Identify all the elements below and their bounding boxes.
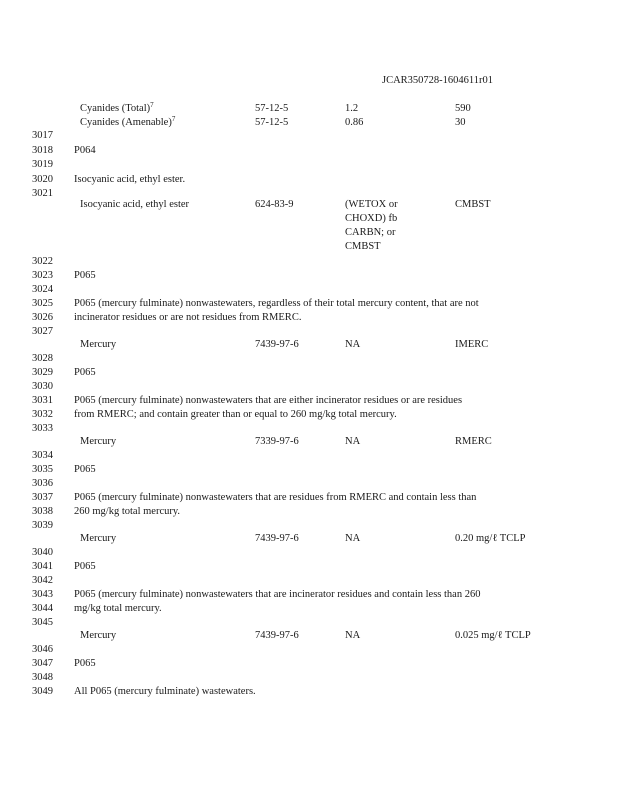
line-number: 3046 xyxy=(32,644,53,655)
line-number: 3044 xyxy=(32,603,53,614)
line-number: 3019 xyxy=(32,159,53,170)
waste-description: P065 (mercury fulminate) nonwastewaters, regardless of their total mercury content, that are not xyxy=(74,298,479,309)
nonwastewater-standard: 0.20 mg/ℓ TCLP xyxy=(455,533,526,544)
line-number: 3026 xyxy=(32,312,53,323)
line-number: 3018 xyxy=(32,145,53,156)
line-number: 3028 xyxy=(32,353,53,364)
line-number: 3039 xyxy=(32,520,53,531)
constituent-name: Mercury xyxy=(80,436,117,447)
cas-number: 624-83-9 xyxy=(255,199,294,210)
line-number: 3045 xyxy=(32,617,53,628)
line-number: 3033 xyxy=(32,423,53,434)
wastewater-standard: NA xyxy=(345,630,361,641)
line-number: 3042 xyxy=(32,575,53,586)
waste-description: All P065 (mercury fulminate) wastewaters. xyxy=(74,686,256,697)
waste-code: P065 xyxy=(74,464,96,475)
line-number: 3047 xyxy=(32,658,53,669)
waste-code: P065 xyxy=(74,561,96,572)
wastewater-standard-line: CARBN; or xyxy=(345,227,396,238)
waste-code: P064 xyxy=(74,145,96,156)
line-number: 3035 xyxy=(32,464,53,475)
line-number: 3021 xyxy=(32,188,53,199)
line-number: 3034 xyxy=(32,450,53,461)
constituent-name: Cyanides (Total)$^7$ xyxy=(80,101,154,114)
line-number: 3023 xyxy=(32,270,53,281)
cas-number: 57-12-5 xyxy=(255,103,289,114)
line-number: 3048 xyxy=(32,672,53,683)
wastewater-standard: NA xyxy=(345,533,361,544)
line-number: 3037 xyxy=(32,492,53,503)
nonwastewater-standard: RMERC xyxy=(455,436,492,447)
nonwastewater-standard: IMERC xyxy=(455,339,489,350)
wastewater-standard-line: CMBST xyxy=(345,241,381,252)
line-number: 3024 xyxy=(32,284,53,295)
line-number: 3027 xyxy=(32,326,53,337)
line-number: 3031 xyxy=(32,395,53,406)
wastewater-standard: NA xyxy=(345,339,361,350)
waste-code: P065 xyxy=(74,367,96,378)
cas-number: 7439-97-6 xyxy=(255,339,299,350)
waste-description: P065 (mercury fulminate) nonwastewaters that are either incinerator residues or are residues xyxy=(74,395,463,406)
nonwastewater-standard: 0.025 mg/ℓ TCLP xyxy=(455,630,531,641)
constituent-name: Cyanides (Amenable)$^7$ xyxy=(80,115,176,128)
line-number: 3017 xyxy=(32,130,53,141)
line-number: 3032 xyxy=(32,409,53,420)
constituent-name: Mercury xyxy=(80,339,117,350)
wastewater-standard: 0.86 xyxy=(345,117,364,128)
waste-code: P065 xyxy=(74,270,96,281)
wastewater-standard: 1.2 xyxy=(345,103,359,114)
line-number: 3049 xyxy=(32,686,53,697)
cas-number: 7439-97-6 xyxy=(255,533,299,544)
waste-description: from RMERC; and contain greater than or equal to 260 mg/kg total mercury. xyxy=(74,409,397,420)
cas-number: 7339-97-6 xyxy=(255,436,299,447)
nonwastewater-standard: CMBST xyxy=(455,199,491,210)
line-number: 3041 xyxy=(32,561,53,572)
nonwastewater-standard: 590 xyxy=(455,103,471,114)
constituent-name: Isocyanic acid, ethyl ester xyxy=(80,199,190,210)
constituent-name: Mercury xyxy=(80,630,117,641)
line-number: 3038 xyxy=(32,506,53,517)
document-id: JCAR350728-1604611r01 xyxy=(382,75,494,86)
line-number: 3025 xyxy=(32,298,53,309)
wastewater-standard-line: (WETOX or xyxy=(345,199,398,210)
line-number: 3043 xyxy=(32,589,53,600)
wastewater-standard: NA xyxy=(345,436,361,447)
nonwastewater-standard: 30 xyxy=(455,117,466,128)
waste-description: P065 (mercury fulminate) nonwastewaters that are residues from RMERC and contain less than xyxy=(74,492,477,503)
waste-description: mg/kg total mercury. xyxy=(74,603,162,614)
waste-description: Isocyanic acid, ethyl ester. xyxy=(74,174,186,185)
wastewater-standard-line: CHOXD) fb xyxy=(345,213,398,224)
line-number: 3022 xyxy=(32,256,53,267)
cas-number: 57-12-5 xyxy=(255,117,289,128)
line-number: 3036 xyxy=(32,478,53,489)
line-number: 3029 xyxy=(32,367,53,378)
line-number: 3040 xyxy=(32,547,53,558)
waste-description: P065 (mercury fulminate) nonwastewaters that are incinerator residues and contain less than 260 xyxy=(74,589,481,600)
line-number: 3030 xyxy=(32,381,53,392)
waste-code: P065 xyxy=(74,658,96,669)
waste-description: 260 mg/kg total mercury. xyxy=(74,506,181,517)
constituent-name: Mercury xyxy=(80,533,117,544)
cas-number: 7439-97-6 xyxy=(255,630,299,641)
line-number: 3020 xyxy=(32,174,53,185)
waste-description: incinerator residues or are not residues from RMERC. xyxy=(74,312,302,323)
